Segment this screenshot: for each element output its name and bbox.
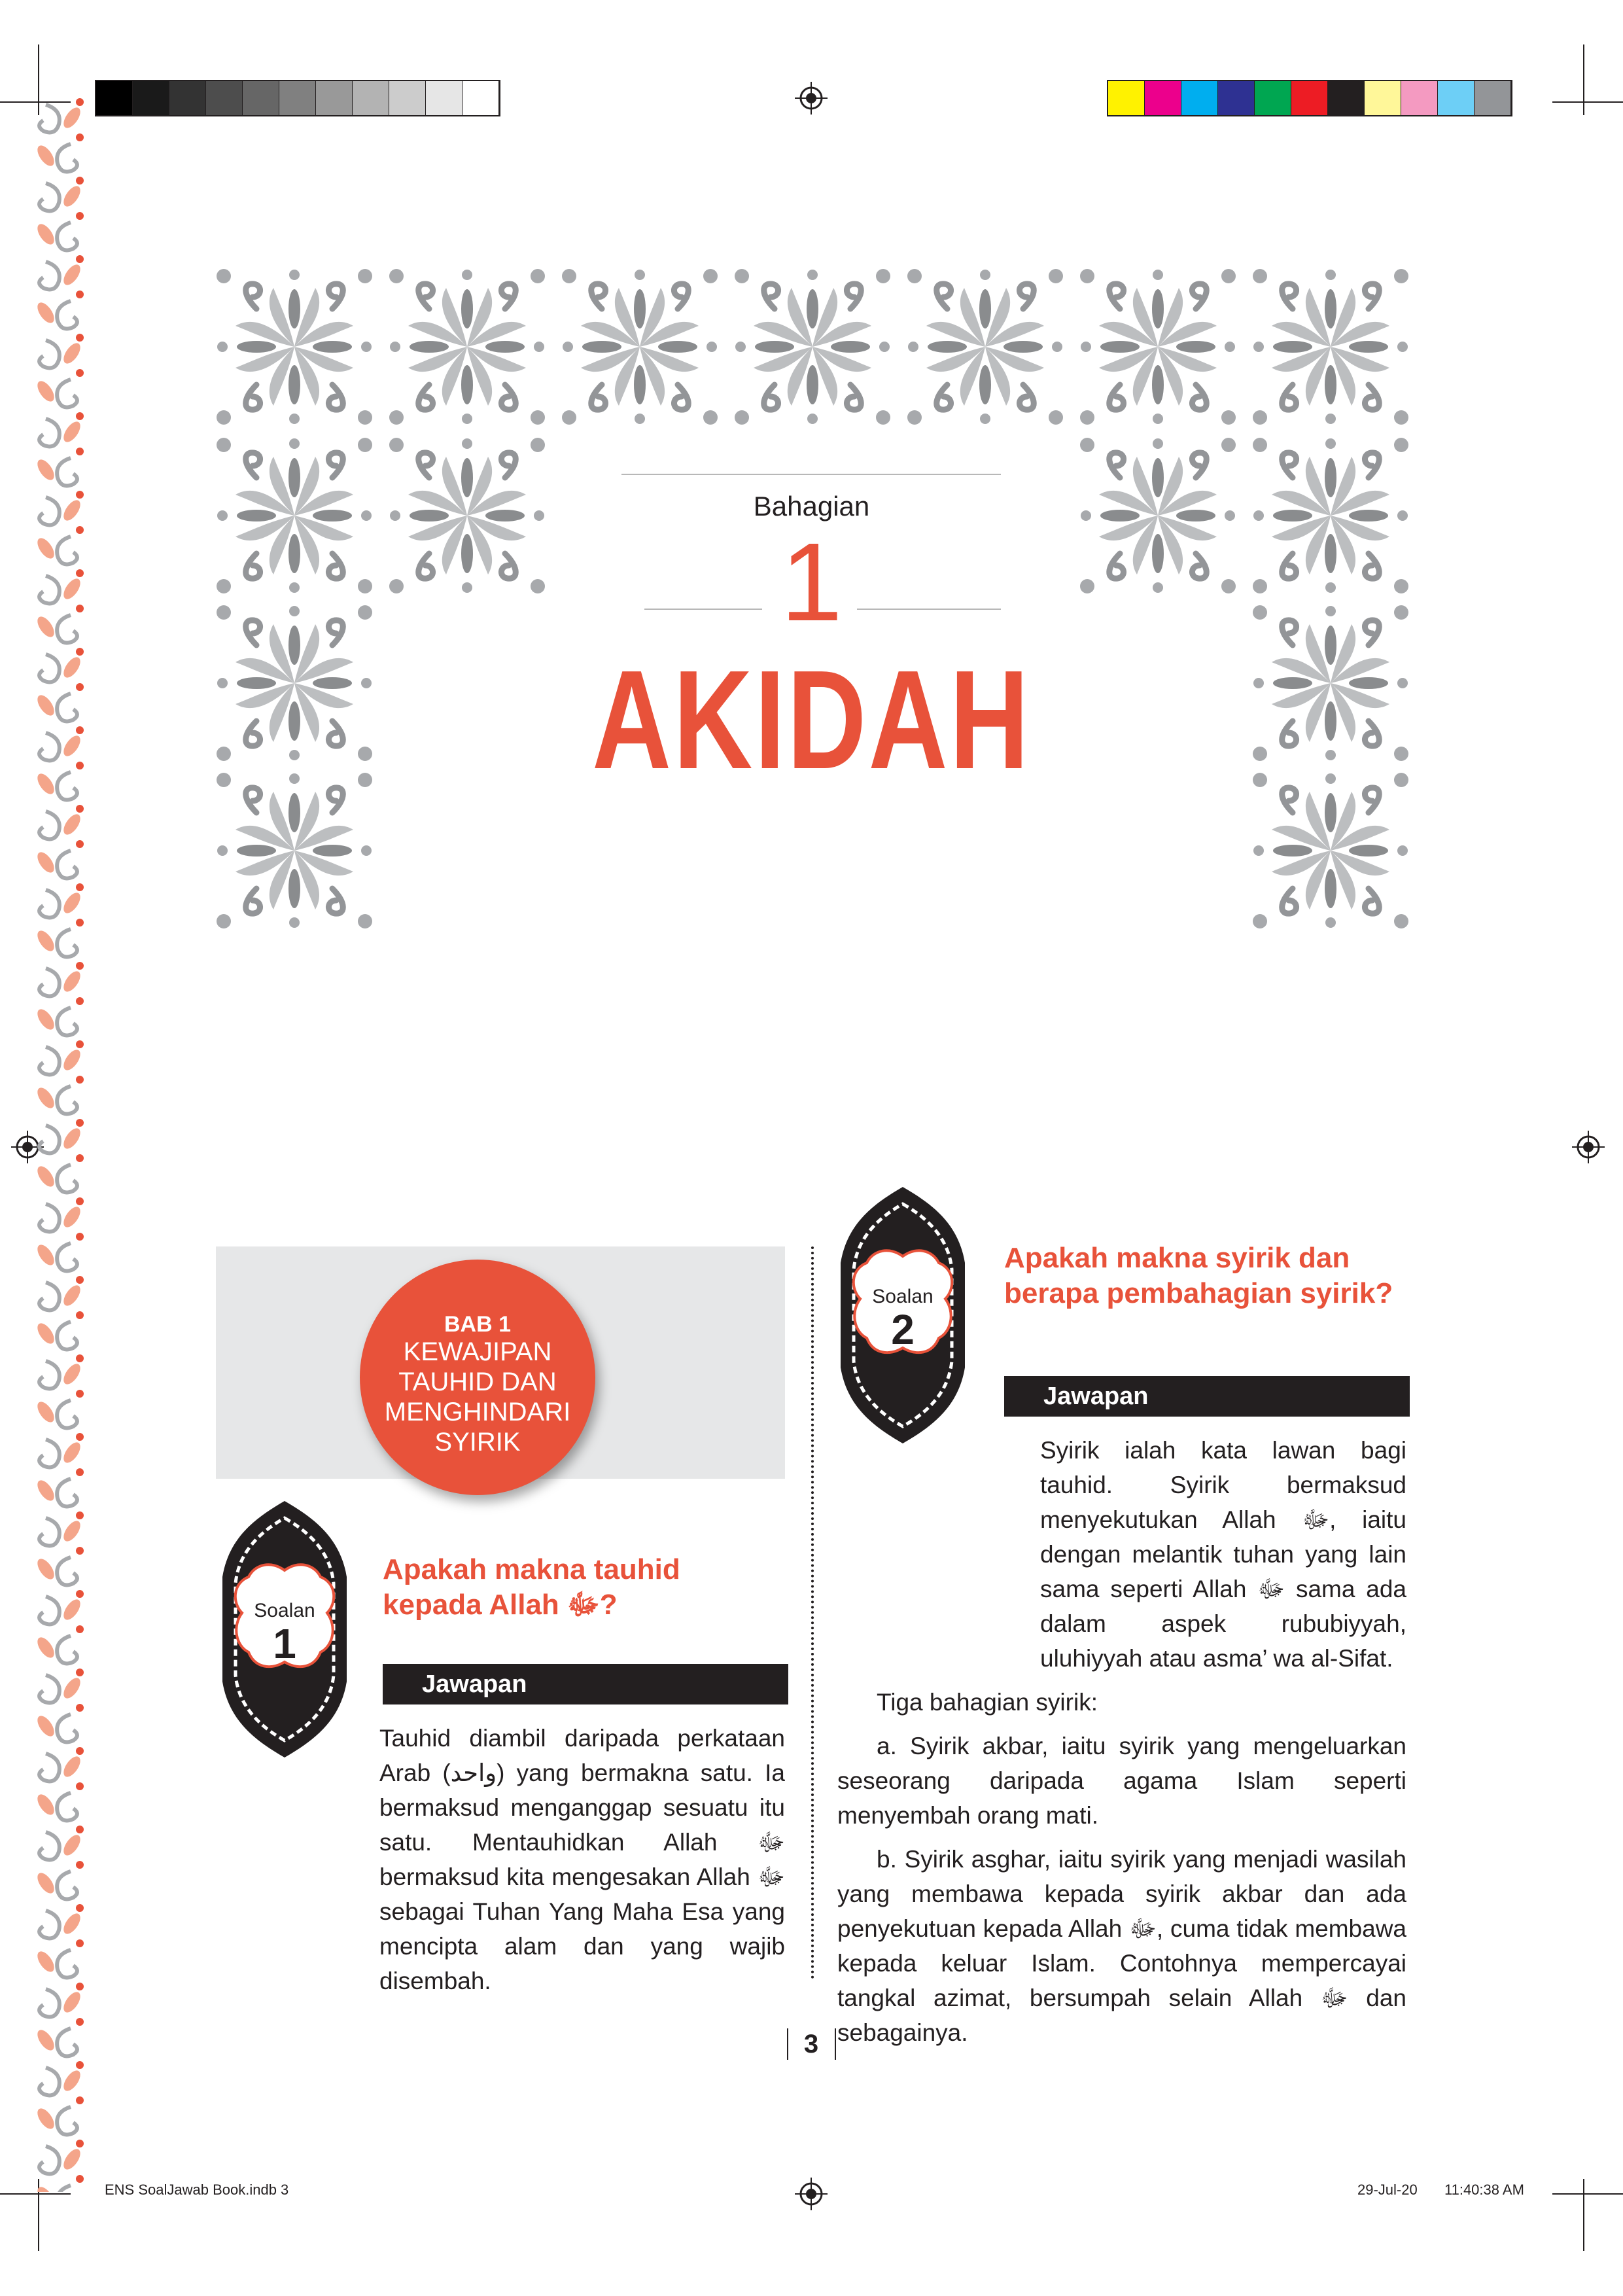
color-swatch: [426, 81, 462, 115]
color-swatch: [1365, 81, 1401, 115]
color-swatch: [206, 81, 243, 115]
color-swatch: [96, 81, 133, 115]
answer-paragraph: Tauhid diambil daripada perkataan Arab (واحد) yang bermakna satu. Ia bermaksud menganggap sesuatu itu satu. Mentauhidkan Allah ﷻ bermaksud kita mengesakan Allah ﷻ sebagai Tuhan Yang Maha Esa yang mencipta alam dan yang wajib disembah.: [379, 1725, 786, 1994]
page-number: 3: [803, 2030, 819, 2058]
color-swatch: [353, 81, 389, 115]
chapter-number: BAB 1: [444, 1312, 512, 1337]
answer-paragraph: Syirik ialah kata lawan bagi tauhid. Syirik bermaksud menyekutukan Allah ﷻ, iaitu dengan melantik tuhan yang lain sama seperti Allah ﷻ sama ada dalam aspek rububiyyah, uluhiyyah atau asma’ wa al-Sifat.: [1040, 1437, 1407, 1672]
part-title: AKIDAH: [592, 641, 1031, 798]
color-swatch: [1108, 81, 1145, 115]
color-swatch: [1475, 81, 1511, 115]
answer-header: Jawapan: [383, 1664, 788, 1704]
color-swatch: [1438, 81, 1475, 115]
answer-text: [837, 1433, 1406, 2059]
crop-mark: [1552, 101, 1623, 103]
slug-file: ENS SoalJawab Book.indb 3: [105, 2181, 289, 2198]
answer-paragraph: Tiga bahagian syirik:: [877, 1689, 1098, 1716]
grey-swatch-bar: [95, 80, 500, 116]
color-swatch: [1255, 81, 1291, 115]
part-number: 1: [780, 520, 843, 645]
ornament-tile-icon: [734, 268, 891, 425]
ornament-tile-icon: [1079, 268, 1236, 425]
ornament-tile-icon: [907, 268, 1064, 425]
crop-mark: [1583, 44, 1584, 115]
registration-mark-icon: [1572, 1131, 1605, 1163]
crop-mark: [1552, 2193, 1623, 2195]
question-label: Soalan: [254, 1600, 315, 1621]
answer-text: [216, 1721, 785, 2007]
crop-mark: [1583, 2179, 1584, 2251]
question-label: Soalan: [872, 1286, 934, 1307]
slug-date: 29-Jul-20: [1357, 2181, 1418, 2198]
color-swatch: [133, 81, 169, 115]
answer-paragraph: b. Syirik asghar, iaitu syirik yang menjadi wasilah yang membawa kepada syirik akbar dan ada penyekutuan kepada Allah ﷻ, cuma tidak membawa kepada keluar Islam. Contohnya mempercayai tangkal azimat, bersumpah selain Allah ﷻ dan sebagainya.: [837, 1846, 1407, 2046]
color-swatch: [1145, 81, 1181, 115]
ornament-tile-icon: [389, 268, 546, 425]
color-swatch-bar: [1107, 80, 1512, 116]
title-rule-top: [621, 474, 1001, 475]
registration-mark-icon: [795, 2178, 828, 2210]
column-divider: [811, 1246, 814, 1979]
chapter-badge: [360, 1260, 595, 1495]
color-swatch: [316, 81, 353, 115]
color-swatch: [1218, 81, 1255, 115]
answer-paragraph: a. Syirik akbar, iaitu syirik yang mengeluarkan seseorang daripada agama Islam seperti menyembah orang mati.: [837, 1733, 1406, 1829]
color-swatch: [169, 81, 206, 115]
ornament-tile-icon: [216, 268, 373, 425]
question-number: 1: [273, 1620, 296, 1667]
registration-mark-icon: [795, 82, 828, 115]
question-text: Apakah makna syirik dan berapa pembahagian syirik?: [1004, 1242, 1393, 1309]
page-number-bar: [835, 2028, 836, 2060]
crop-mark: [0, 2193, 71, 2195]
color-swatch: [1401, 81, 1438, 115]
color-swatch: [1291, 81, 1328, 115]
ornament-tile-icon: [1252, 772, 1409, 929]
ornament-tile-icon: [1252, 268, 1409, 425]
slug-time: 11:40:38 AM: [1444, 2181, 1524, 2198]
part-label: Bahagian: [753, 491, 870, 521]
question-number: 2: [891, 1306, 915, 1353]
ornament-tile-icon: [216, 772, 373, 929]
answer-header: Jawapan: [1004, 1376, 1410, 1417]
color-swatch: [243, 81, 279, 115]
color-swatch: [389, 81, 426, 115]
color-swatch: [279, 81, 316, 115]
chapter-title: KEWAJIPAN TAUHID DAN MENGHINDARI SYIRIK: [384, 1337, 571, 1457]
color-swatch: [462, 81, 499, 115]
color-swatch: [1328, 81, 1365, 115]
decorative-border-icon: [33, 98, 85, 2192]
ornament-tile-icon: [561, 268, 718, 425]
color-swatch: [1181, 81, 1218, 115]
question-text: Apakah makna tauhid kepada Allah ﷻ?: [383, 1553, 680, 1621]
